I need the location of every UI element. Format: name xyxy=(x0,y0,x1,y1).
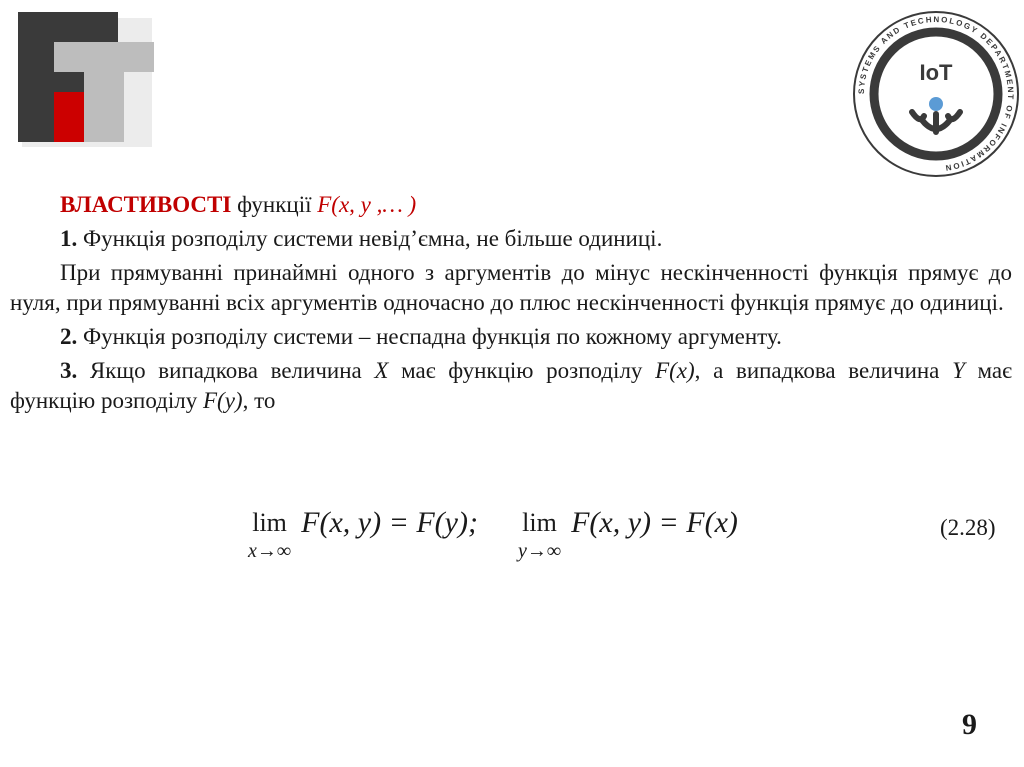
property-1 xyxy=(10,224,1012,254)
limit-2 xyxy=(518,505,561,561)
heading-bold: ВЛАСТИВОСТІ xyxy=(60,192,232,217)
limit-1 xyxy=(248,505,291,561)
property-2 xyxy=(10,322,1012,352)
func-Fx: F(x) xyxy=(655,358,695,383)
func-Fy: F(y) xyxy=(203,388,243,413)
heading-function: F(x, y ,… ) xyxy=(317,192,417,217)
property-3-text-a: Якщо випадкова величина xyxy=(77,358,375,383)
property-3-number: 3. xyxy=(60,358,78,383)
property-3-text-b: має функцію розподілу xyxy=(388,358,656,383)
svg-text:SYSTEMS AND TECHNOLOGY DEPARTM xyxy=(857,15,1015,173)
property-1-number: 1. xyxy=(60,226,78,251)
property-2-text: Функція розподілу системи – неспадна функція по кожному аргументу. xyxy=(77,324,782,349)
page-number: 9 xyxy=(962,708,977,741)
formula-expr-1: F(x, y) = F(y); xyxy=(301,506,478,539)
property-2-number: 2. xyxy=(60,324,78,349)
property-3-text-d: має функцію розподілу xyxy=(10,358,1012,413)
lim-word-1: lim xyxy=(252,508,287,537)
lim-sub-1: x→∞ xyxy=(248,540,292,562)
limit-formula xyxy=(248,505,738,561)
var-Y: Y xyxy=(952,358,965,383)
iot-department-logo xyxy=(850,8,1022,180)
properties-heading xyxy=(10,190,1012,220)
iot-text: IoT xyxy=(919,60,953,85)
ring-text: SYSTEMS AND TECHNOLOGY DEPARTMENT OF INFORMATION xyxy=(856,14,1016,173)
var-X: X xyxy=(374,358,389,383)
property-3 xyxy=(10,356,1012,416)
heading-rest: функції xyxy=(231,192,318,217)
lim-sub-2: y→∞ xyxy=(517,540,562,562)
slide-body xyxy=(10,190,1012,420)
equation-number: (2.28) xyxy=(940,515,996,540)
formula-expr-2: F(x, y) = F(x) xyxy=(571,506,738,539)
property-1-text: Функція розподілу системи невід’ємна, не більше одиниці. xyxy=(77,226,663,251)
property-1-detail: При прямуванні принаймні одного з аргументів до мінус нескінченності функція прямує до нуля, при прямуванні всіх аргументів одночасно до плюс нескінченності функція прямує до одиниці. xyxy=(10,260,1012,315)
property-3-text-c: , а випадкова величина xyxy=(694,358,953,383)
ft-logo xyxy=(18,12,158,147)
property-3-text-e: , то xyxy=(242,388,276,413)
lim-word-2: lim xyxy=(522,508,557,537)
